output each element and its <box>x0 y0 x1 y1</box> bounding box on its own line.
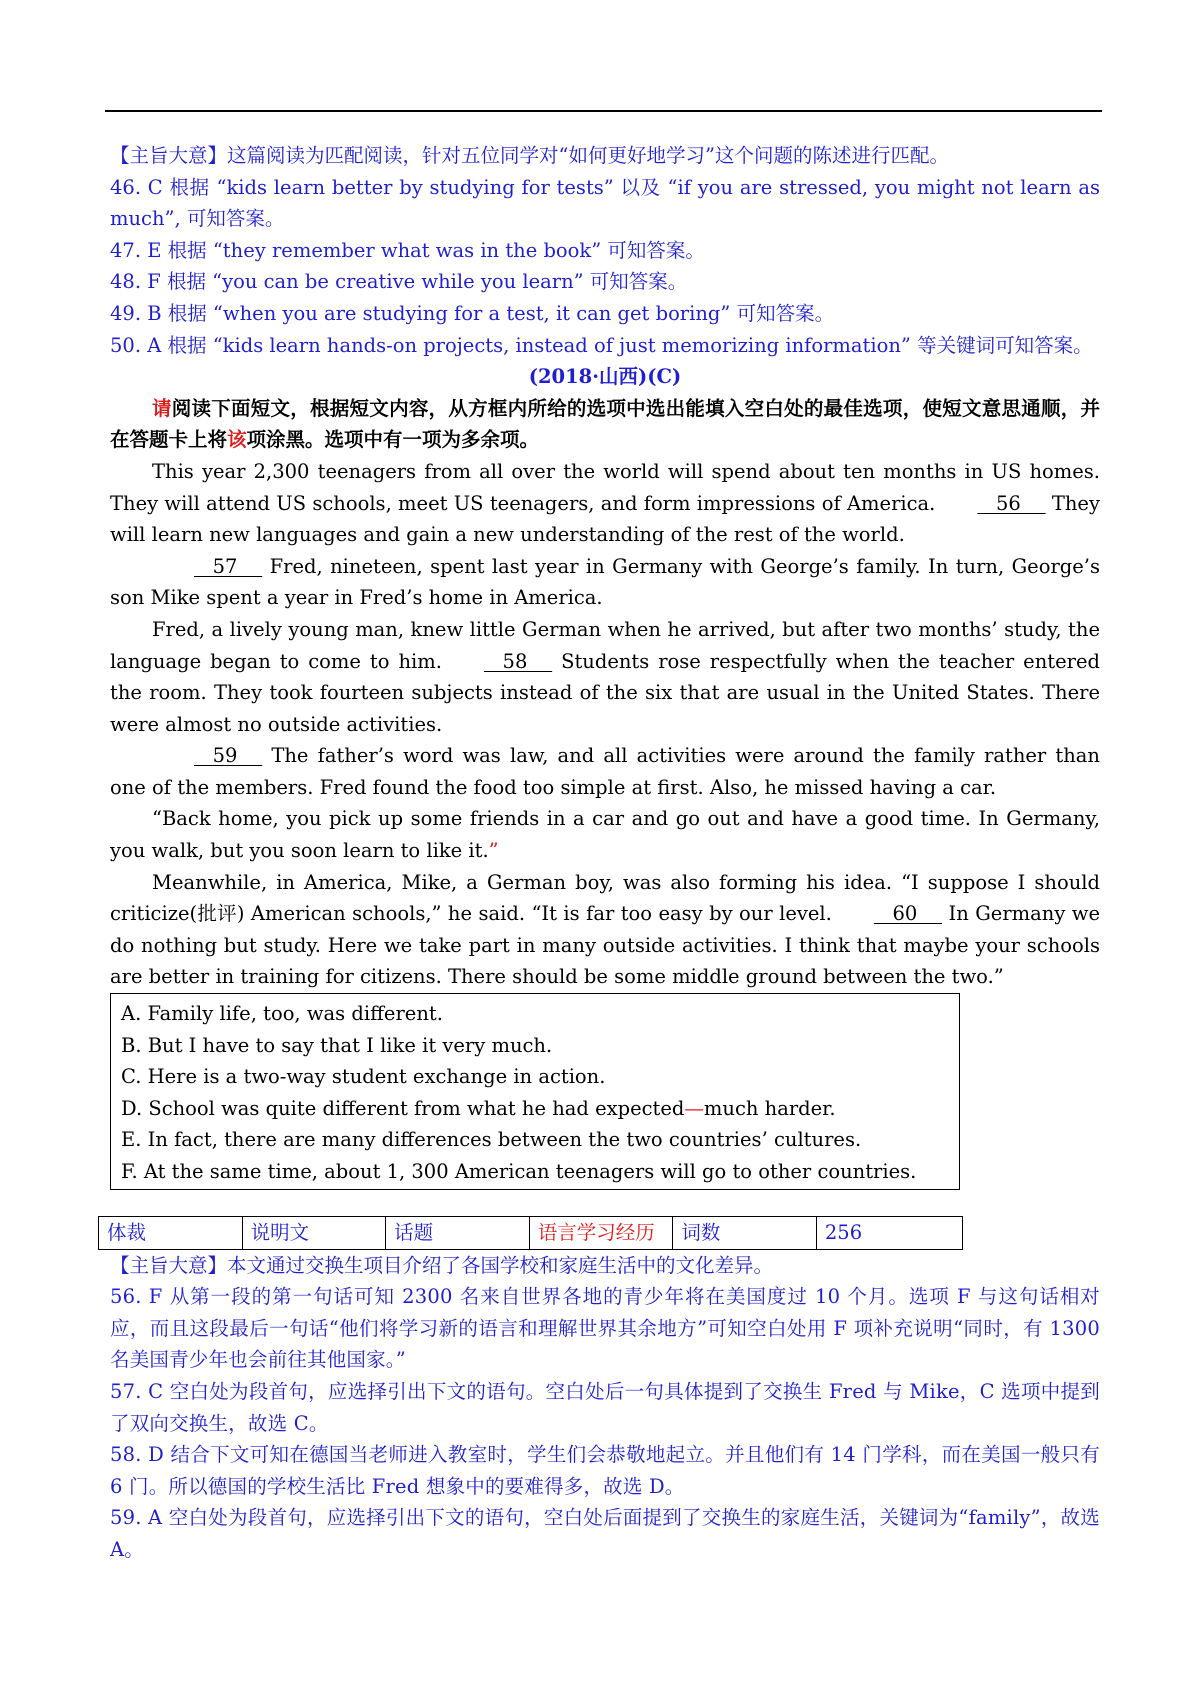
topic-label: 话题 <box>386 1217 530 1250</box>
option-c: C. Here is a two-way student exchange in action. <box>121 1065 606 1089</box>
blank-60: 60 <box>873 902 943 926</box>
passage-paragraph-5 <box>110 803 1100 866</box>
section-title: (2018·山西)(C) <box>528 365 682 389</box>
option-d-dash: — <box>684 1096 704 1120</box>
blank-57: 57 <box>194 554 263 578</box>
table-row <box>99 1217 963 1250</box>
word-count-value: 256 <box>816 1217 962 1250</box>
passage-text: They will learn new languages and gain a new understanding of the rest of the world. <box>110 491 1100 547</box>
document-body <box>107 140 1101 1566</box>
answer-50: 50. A 根据 “kids learn hands-on projects, instead of just memorizing information” 等关键词可知答案。 <box>110 333 1093 357</box>
passage-text: Fred, nineteen, spent last year in Germany with George’s family. In turn, George’s son Mike spent a year in Fred’s home in America. <box>110 554 1100 610</box>
passage-text: Students rose respectfully when the teacher entered the room. They took fourteen subjects instead of the six that are usual in the United States. There were almost no outside activities. <box>110 649 1101 736</box>
summary-paragraph-2: 【主旨大意】本文通过交换生项目介绍了各国学校和家庭生活中的文化差异。 <box>110 1253 774 1277</box>
blank-56: 56 <box>977 491 1046 515</box>
passage-paragraph-4 <box>110 740 1100 803</box>
passage-text: Meanwhile, in America, Mike, a German boy, was also forming his idea. “I suppose I should criticize(批评) American schools,” he said. “It is far too easy by our level. <box>110 870 1100 926</box>
options-box <box>110 993 960 1190</box>
passage-text: “Back home, you pick up some friends in a car and go out and have a good time. In Germany, you walk, but you soon learn to like it. <box>110 807 1100 863</box>
answer-list-1 <box>110 172 1100 362</box>
instruction-text-2: 项涂黑。选项中有一项为多余项。 <box>246 428 540 452</box>
answer-49: 49. B 根据 “when you are studying for a test, it can get boring” 可知答案。 <box>110 301 835 325</box>
passage-paragraph-3 <box>110 614 1100 740</box>
option-b: B. But I have to say that I like it very much. <box>121 1033 553 1057</box>
answer-46: 46. C 根据 “kids learn better by studying for tests” 以及 “if you are stressed, you might not learn as much”, 可知答案。 <box>110 175 1100 231</box>
blank-58: 58 <box>483 649 553 673</box>
option-d-text: much harder. <box>703 1096 836 1120</box>
genre-label: 体裁 <box>99 1217 243 1250</box>
summary-paragraph-1: 【主旨大意】这篇阅读为匹配阅读，针对五位同学对“如何更好地学习”这个问题的陈述进行匹配。 <box>110 144 949 167</box>
passage-text: Fred, a lively young man, knew little German when he arrived, but after two months’ study, the language began to come to him. <box>110 617 1100 673</box>
instruction-highlight-1: 请 <box>152 396 172 420</box>
passage-text: This year 2,300 teenagers from all over the world will spend about ten months in US homes. They will attend US schools, meet US teenagers, and form impressions of America. <box>110 459 1100 515</box>
option-e: E. In fact, there are many differences between the two countries’ cultures. <box>121 1128 862 1152</box>
option-d-text: D. School was quite different from what he had expected <box>121 1096 685 1120</box>
answer-list-2 <box>110 1281 1100 1565</box>
word-count-label: 词数 <box>673 1217 817 1250</box>
option-d <box>121 1093 949 1125</box>
explanation-58: 58. D 结合下文可知在德国当老师进入教室时，学生们会恭敬地起立。并且他们有 14 门学科，而在美国一般只有 6 门。所以德国的学校生活比 Fred 想象中的要难得多，故选 D。 <box>110 1443 1100 1498</box>
option-f: F. At the same time, about 1, 300 American teenagers will go to other countries. <box>121 1159 917 1183</box>
explanation-57: 57. C 空白处为段首句，应选择引出下文的语句。空白处后一句具体提到了交换生 Fred 与 Mike，C 选项中提到了双向交换生，故选 C。 <box>110 1380 1100 1435</box>
instruction-text-1: 阅读下面短文，根据短文内容，从方框内所给的选项中选出能填入空白处的最佳选项，使短文意思通顺，并在答题卡上将 <box>110 396 1100 452</box>
instruction-highlight-2: 该 <box>227 428 247 452</box>
option-a: A. Family life, too, was different. <box>121 1002 443 1026</box>
answer-47: 47. E 根据 “they remember what was in the book” 可知答案。 <box>110 238 705 262</box>
blank-59: 59 <box>194 744 263 768</box>
closing-quote: ” <box>488 839 499 863</box>
explanation-56: 56. F 从第一段的第一句话可知 2300 名来自世界各地的青少年将在美国度过 10 个月。选项 F 与这句话相对应，而且这段最后一句话“他们将学习新的语言和理解世界其余地方”可知空白处用 F 项补充说明“同时，有 1300 名美国青少年也会前往其他国家。” <box>110 1285 1100 1372</box>
answer-48: 48. F 根据 “you can be creative while you learn” 可知答案。 <box>110 270 688 294</box>
passage-text: In Germany we do nothing but study. Here we take part in many outside activities. I think that maybe your schools are better in training for citizens. There should be some middle ground between the two.” <box>110 902 1101 989</box>
passage-paragraph-1 <box>110 456 1100 551</box>
genre-value: 说明文 <box>242 1217 386 1250</box>
instruction-paragraph <box>110 393 1100 456</box>
passage-paragraph-2 <box>110 551 1100 614</box>
info-table <box>98 1216 963 1250</box>
topic-value: 语言学习经历 <box>529 1217 673 1250</box>
passage-text: The father’s word was law, and all activities were around the family rather than one of the members. Fred found the food too simple at first. Also, he missed having a car. <box>110 744 1100 799</box>
header-rule <box>105 110 1102 112</box>
explanation-59: 59. A 空白处为段首句，应选择引出下文的语句，空白处后面提到了交换生的家庭生活，关键词为“family”，故选 A。 <box>110 1506 1100 1561</box>
passage-paragraph-6 <box>110 867 1100 993</box>
